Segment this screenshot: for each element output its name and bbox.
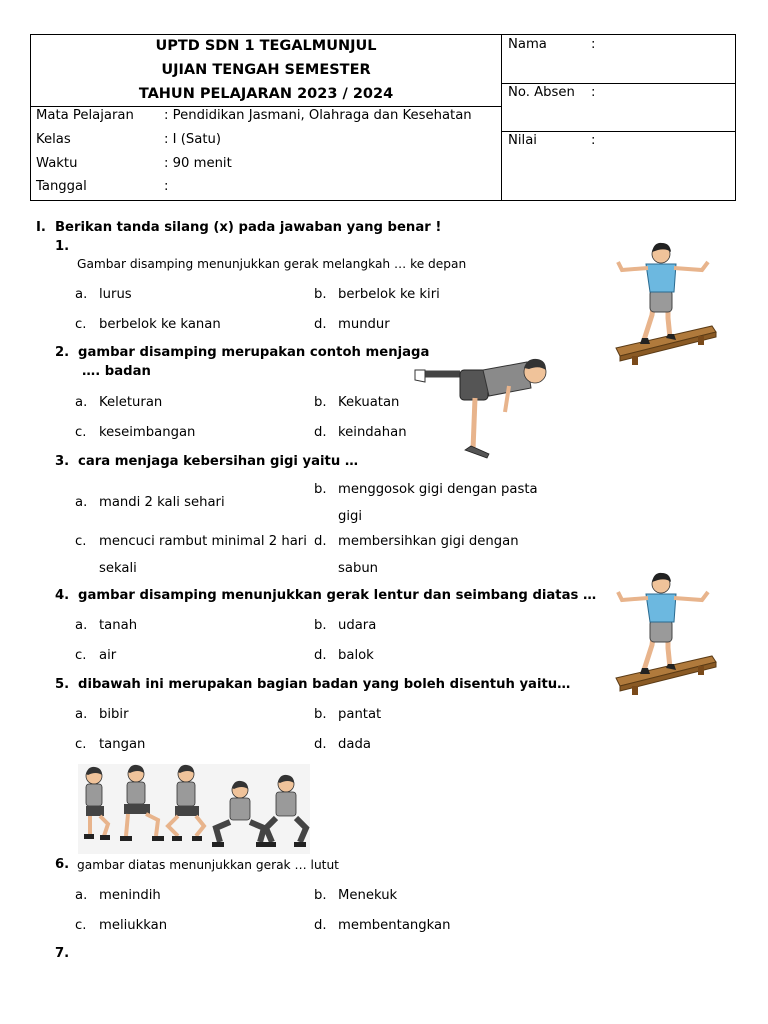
q6-opt-a[interactable]: menindih — [99, 888, 161, 903]
class-value: : I (Satu) — [164, 132, 221, 147]
exam-title: UJIAN TENGAH SEMESTER — [161, 62, 371, 78]
name-label: Nama — [508, 37, 547, 52]
header-divider — [31, 106, 501, 107]
q7-number: 7. — [55, 946, 70, 961]
q5-opt-d-letter[interactable]: d. — [314, 737, 327, 752]
q1-opt-a[interactable]: lurus — [99, 287, 132, 302]
q6-opt-b[interactable]: Menekuk — [338, 888, 398, 903]
section-instruction: Berikan tanda silang (x) pada jawaban yang benar ! — [55, 220, 442, 235]
q6-opt-b-letter[interactable]: b. — [314, 888, 327, 903]
q6-opt-a-letter[interactable]: a. — [75, 888, 88, 903]
q6-opt-c[interactable]: meliukkan — [99, 918, 168, 933]
exam-header-table — [30, 34, 736, 201]
q6-opt-d-letter[interactable]: d. — [314, 918, 327, 933]
q4-opt-d-letter[interactable]: d. — [314, 648, 327, 663]
q1-opt-b-letter[interactable]: b. — [314, 287, 327, 302]
q3-opt-d-letter[interactable]: d. — [314, 534, 327, 549]
right-divider-1 — [501, 83, 735, 84]
score-field[interactable]: : — [591, 133, 596, 148]
right-divider-2 — [501, 131, 735, 132]
q3-opt-d-line2[interactable]: sabun — [338, 561, 379, 576]
q1-text: Gambar disamping menunjukkan gerak melangkah … ke depan — [77, 257, 467, 271]
q4-opt-d[interactable]: balok — [338, 648, 374, 663]
time-value: : 90 menit — [164, 156, 232, 171]
academic-year: TAHUN PELAJARAN 2023 / 2024 — [138, 86, 394, 102]
q2-number: 2. — [55, 345, 70, 360]
q2-opt-c[interactable]: keseimbangan — [99, 425, 196, 440]
q3-opt-a-letter[interactable]: a. — [75, 495, 88, 510]
absen-field[interactable]: : — [591, 85, 596, 100]
q5-text: dibawah ini merupakan bagian badan yang boleh disentuh yaitu… — [78, 677, 571, 692]
knee-exercise-illustration — [78, 764, 310, 854]
q4-opt-b-letter[interactable]: b. — [314, 618, 327, 633]
q5-opt-c-letter[interactable]: c. — [75, 737, 87, 752]
q2-text-line1: gambar disamping merupakan contoh menjaga — [78, 345, 430, 360]
q6-number: 6. — [55, 857, 70, 872]
q4-opt-c[interactable]: air — [99, 648, 117, 663]
q3-opt-b-line2[interactable]: gigi — [338, 509, 363, 524]
name-field[interactable]: : — [591, 37, 596, 52]
q4-opt-a-letter[interactable]: a. — [75, 618, 88, 633]
q6-opt-c-letter[interactable]: c. — [75, 918, 87, 933]
q2-opt-b-letter[interactable]: b. — [314, 395, 327, 410]
q4-text: gambar disamping menunjukkan gerak lentur dan seimbang diatas … — [78, 588, 597, 603]
subject-label: Mata Pelajaran — [36, 108, 134, 123]
q2-opt-c-letter[interactable]: c. — [75, 425, 87, 440]
q1-opt-d-letter[interactable]: d. — [314, 317, 327, 332]
q1-opt-c[interactable]: berbelok ke kanan — [99, 317, 221, 332]
q4-opt-b[interactable]: udara — [338, 618, 377, 633]
q2-opt-d-letter[interactable]: d. — [314, 425, 327, 440]
q3-text: cara menjaga kebersihan gigi yaitu … — [78, 454, 359, 469]
school-name: UPTD SDN 1 TEGALMUNJUL — [155, 38, 377, 54]
q2-opt-d[interactable]: keindahan — [338, 425, 407, 440]
q3-opt-d-line1[interactable]: membersihkan gigi dengan — [338, 534, 519, 549]
q1-opt-c-letter[interactable]: c. — [75, 317, 87, 332]
q5-opt-d[interactable]: dada — [338, 737, 371, 752]
q1-opt-b[interactable]: berbelok ke kiri — [338, 287, 440, 302]
q5-opt-b-letter[interactable]: b. — [314, 707, 327, 722]
q1-opt-d[interactable]: mundur — [338, 317, 390, 332]
arabesque-boy-illustration — [405, 350, 550, 468]
score-label: Nilai — [508, 133, 537, 148]
q2-opt-b[interactable]: Kekuatan — [338, 395, 400, 410]
q6-text: gambar diatas menunjukkan gerak … lutut — [77, 858, 339, 872]
q5-opt-b[interactable]: pantat — [338, 707, 382, 722]
q2-text-line2: …. badan — [82, 364, 151, 379]
q3-opt-c-letter[interactable]: c. — [75, 534, 87, 549]
date-label: Tanggal — [36, 179, 87, 194]
q1-number: 1. — [55, 239, 70, 254]
q5-opt-a[interactable]: bibir — [99, 707, 129, 722]
q2-opt-a-letter[interactable]: a. — [75, 395, 88, 410]
q6-opt-d[interactable]: membentangkan — [338, 918, 451, 933]
q3-opt-c-line2[interactable]: sekali — [99, 561, 137, 576]
time-label: Waktu — [36, 156, 78, 171]
q5-number: 5. — [55, 677, 70, 692]
class-label: Kelas — [36, 132, 71, 147]
q3-opt-a[interactable]: mandi 2 kali sehari — [99, 495, 225, 510]
q5-opt-c[interactable]: tangan — [99, 737, 146, 752]
q3-opt-b-line1[interactable]: menggosok gigi dengan pasta — [338, 482, 538, 497]
q5-opt-a-letter[interactable]: a. — [75, 707, 88, 722]
q4-opt-a[interactable]: tanah — [99, 618, 138, 633]
date-value: : — [164, 179, 169, 194]
q4-number: 4. — [55, 588, 70, 603]
q3-opt-c-line1[interactable]: mencuci rambut minimal 2 hari — [99, 534, 307, 549]
subject-value: : Pendidikan Jasmani, Olahraga dan Kesehatan — [164, 108, 472, 123]
balance-girl-illustration — [610, 240, 720, 370]
q1-opt-a-letter[interactable]: a. — [75, 287, 88, 302]
absen-label: No. Absen — [508, 85, 575, 100]
q2-opt-a[interactable]: Keleturan — [99, 395, 163, 410]
q3-number: 3. — [55, 454, 70, 469]
q3-opt-b-letter[interactable]: b. — [314, 482, 327, 497]
q4-opt-c-letter[interactable]: c. — [75, 648, 87, 663]
balance-girl-illustration-2 — [610, 570, 720, 700]
section-number: I. — [36, 220, 46, 235]
